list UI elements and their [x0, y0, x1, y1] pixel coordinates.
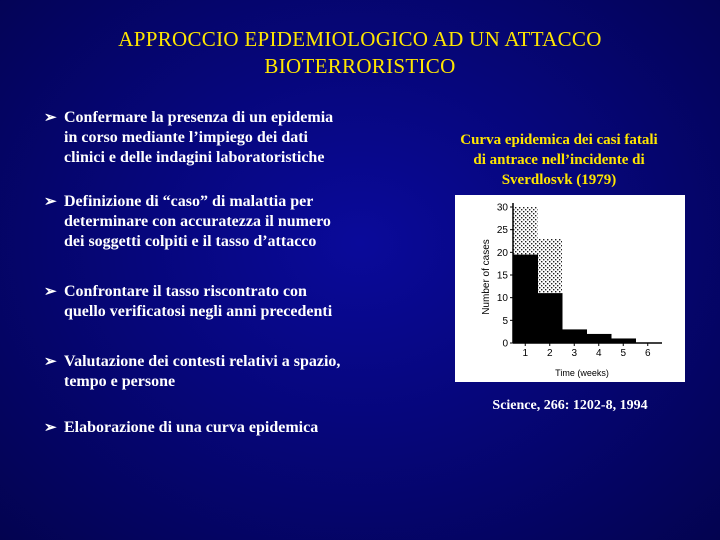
bullet-item	[44, 282, 424, 322]
bar-week-4	[587, 334, 612, 343]
title-line-2: BIOTERRORISTICO	[264, 54, 456, 78]
bar-week-2	[538, 293, 563, 343]
bar-stipple-2	[538, 239, 563, 293]
bullet-item	[44, 352, 424, 392]
bullet-line: Definizione di “caso” di malattia per	[64, 193, 314, 210]
epidemic-curve-chart	[455, 195, 685, 382]
bullet-line: Valutazione dei contesti relativi a spazio,	[64, 353, 341, 370]
bullet-line: Confermare la presenza di un epidemia	[64, 109, 334, 126]
arrow-bullet-icon: ➢	[44, 284, 57, 300]
bullet-line: clinici e delle indagini laboratoristiche	[64, 149, 325, 166]
bullet-line: tempo e persone	[64, 373, 176, 390]
bullet-list	[44, 108, 424, 438]
bullet-line: quello verificatosi negli anni precedenti	[64, 303, 333, 320]
y-tick-label: 15	[496, 270, 508, 282]
bullet-line: Confrontare il tasso riscontrato con	[64, 283, 307, 300]
y-tick-label: 20	[496, 247, 508, 259]
y-tick-label: 10	[496, 293, 508, 305]
x-tick-label: 5	[620, 348, 627, 359]
arrow-bullet-icon: ➢	[44, 420, 57, 436]
x-tick-label: 3	[571, 348, 578, 359]
caption-line: Curva epidemica dei casi fatali	[460, 132, 658, 148]
bullet-line: Elaborazione di una curva epidemica	[64, 419, 319, 436]
x-tick-label: 4	[595, 348, 602, 359]
title-line-1: APPROCCIO EPIDEMIOLOGICO AD UN ATTACCO	[118, 27, 602, 51]
bullet-line: in corso mediante l’impiego dei dati	[64, 129, 308, 146]
x-tick-label: 6	[644, 348, 651, 359]
bullet-line: dei soggetti colpiti e il tasso d’attacco	[64, 233, 317, 250]
x-tick-label: 1	[522, 348, 529, 359]
bar-stipple-1	[513, 207, 538, 255]
y-axis-label: Number of cases	[481, 239, 492, 315]
epidemic-curve-figure	[455, 195, 685, 382]
bar-week-1	[513, 255, 538, 343]
bullet-line: determinare con accuratezza il numero	[64, 213, 331, 230]
bullet-item	[44, 192, 424, 252]
citation: Science, 266: 1202-8, 1994	[492, 398, 648, 413]
arrow-bullet-icon: ➢	[44, 110, 57, 126]
bullet-item	[44, 108, 424, 168]
y-tick-label: 30	[496, 202, 508, 214]
bar-week-3	[562, 329, 587, 343]
x-tick-label: 2	[546, 348, 553, 359]
plot-area	[497, 203, 662, 360]
chart-caption	[428, 130, 690, 190]
caption-line: Sverdlosvk (1979)	[501, 172, 617, 188]
y-tick-label: 25	[496, 225, 508, 237]
x-axis-label: Time (weeks)	[555, 368, 609, 378]
arrow-bullet-icon: ➢	[44, 354, 57, 370]
bullet-item	[44, 418, 424, 438]
caption-line: di antrace nell’incidente di	[473, 152, 645, 168]
y-tick-label: 5	[502, 315, 508, 327]
slide-title	[30, 26, 690, 80]
arrow-bullet-icon: ➢	[44, 194, 57, 210]
y-tick-label: 0	[502, 338, 508, 350]
